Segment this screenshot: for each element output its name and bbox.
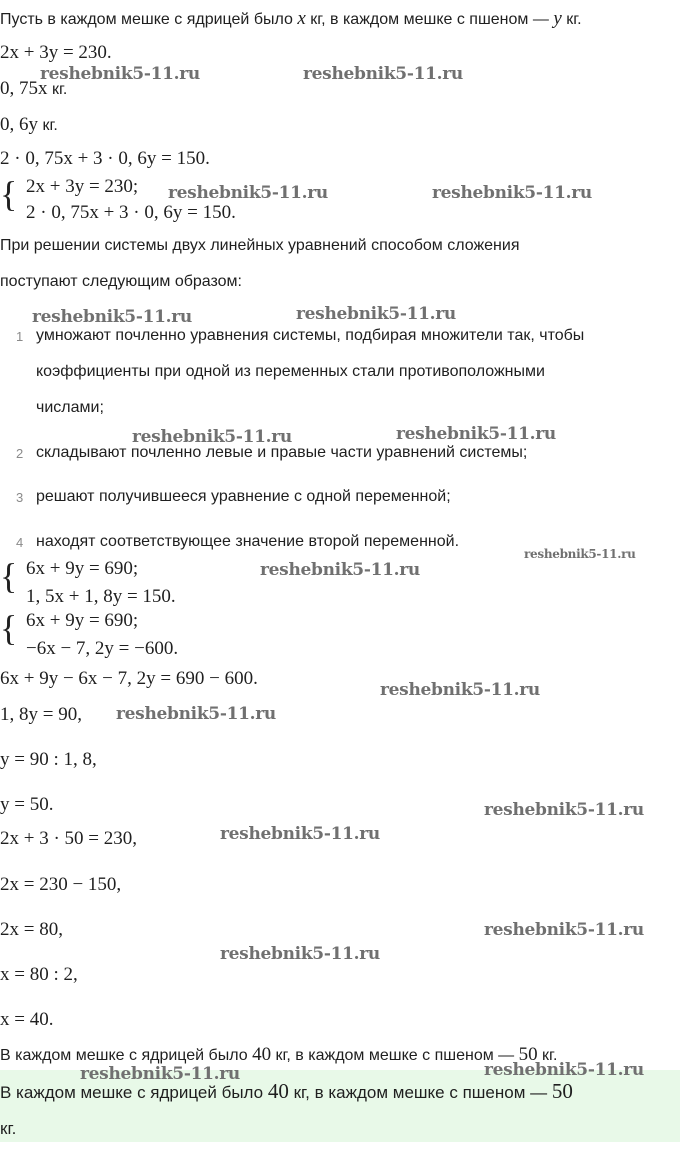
- watermark: reshebnik5-11.ru: [220, 944, 380, 964]
- equation-2: 2 · 0, 75x + 3 · 0, 6y = 150.: [0, 148, 210, 169]
- answer-box-line-1: [0, 1080, 573, 1104]
- var-x: x: [297, 8, 306, 29]
- step-number: 1: [16, 329, 24, 344]
- brace-icon: {: [0, 556, 18, 596]
- calc-line-4: y = 50.: [0, 794, 54, 815]
- answer-number-1: 40: [252, 1044, 272, 1065]
- calc-line-5: 2x + 3 · 50 = 230,: [0, 828, 138, 849]
- watermark: reshebnik5-11.ru: [116, 704, 276, 724]
- answer-box-line-2: кг.: [0, 1119, 17, 1138]
- system-2-line-1: 6x + 9y = 690;: [26, 558, 139, 579]
- watermark: reshebnik5-11.ru: [396, 424, 556, 444]
- watermark: reshebnik5-11.ru: [380, 680, 540, 700]
- method-intro-2: поступают следующим образом:: [0, 273, 242, 290]
- watermark: reshebnik5-11.ru: [484, 800, 644, 820]
- intro-text-end: кг.: [561, 11, 582, 28]
- calc-line-9: x = 40.: [0, 1009, 54, 1030]
- value-06y-line: [0, 114, 58, 137]
- calc-line-6: 2x = 230 − 150,: [0, 874, 122, 895]
- intro-text: Пусть в каждом мешке с ядрицей было: [0, 11, 298, 28]
- answer-number-2: 50: [518, 1044, 538, 1065]
- answer-box-text: кг, в каждом мешке с пшеном —: [288, 1083, 552, 1102]
- watermark: reshebnik5-11.ru: [32, 307, 192, 327]
- value-06y: 0, 6y: [0, 114, 38, 135]
- watermark: reshebnik5-11.ru: [260, 560, 420, 580]
- step-1-line-2: коэффициенты при одной из переменных стали противоположными: [36, 363, 545, 380]
- step-2-line-1: складывают почленно левые и правые части уравнений системы;: [36, 444, 528, 461]
- calc-line-8: x = 80 : 2,: [0, 964, 78, 985]
- watermark: reshebnik5-11.ru: [80, 1064, 240, 1084]
- answer-box-number-1: 40: [267, 1079, 289, 1103]
- answer-line: [0, 1044, 557, 1067]
- watermark: reshebnik5-11.ru: [132, 427, 292, 447]
- step-4-line-1: находят соответствующее значение второй переменной.: [36, 533, 460, 550]
- method-intro-1: При решении системы двух линейных уравнений способом сложения: [0, 237, 520, 254]
- system-1-line-2: 2 · 0, 75x + 3 · 0, 6y = 150.: [26, 202, 236, 223]
- brace-icon: {: [0, 608, 18, 648]
- answer-highlight-box: [0, 1070, 680, 1142]
- calc-line-2: 1, 8y = 90,: [0, 704, 82, 725]
- brace-icon: {: [0, 174, 18, 214]
- step-number: 2: [16, 446, 24, 461]
- system-2-line-2: 1, 5x + 1, 8y = 150.: [26, 586, 176, 607]
- equation-1: 2x + 3y = 230.: [0, 42, 112, 63]
- system-3-line-2: −6x − 7, 2y = −600.: [26, 638, 179, 659]
- step-1-line-3: числами;: [36, 399, 104, 416]
- value-075x: 0, 75x: [0, 78, 48, 99]
- answer-box-number-2: 50: [551, 1079, 573, 1103]
- system-3-line-1: 6x + 9y = 690;: [26, 610, 139, 631]
- watermark: reshebnik5-11.ru: [168, 183, 328, 203]
- watermark: reshebnik5-11.ru: [432, 183, 592, 203]
- system-1-line-1: 2x + 3y = 230;: [26, 176, 139, 197]
- calc-line-1: 6x + 9y − 6x − 7, 2y = 690 − 600.: [0, 668, 258, 689]
- step-1-line-1: умножают почленно уравнения системы, подбирая множители так, чтобы: [36, 327, 585, 344]
- unit-kg: кг.: [42, 117, 58, 134]
- answer-box-text: В каждом мешке с ядрицей было: [0, 1083, 268, 1102]
- value-075x-line: [0, 78, 67, 101]
- watermark: reshebnik5-11.ru: [303, 64, 463, 84]
- intro-line: [0, 8, 582, 31]
- answer-text: кг, в каждом мешке с пшеном —: [271, 1047, 519, 1064]
- watermark: reshebnik5-11.ru: [524, 547, 636, 561]
- step-number: 3: [16, 490, 24, 505]
- calc-line-3: y = 90 : 1, 8,: [0, 749, 97, 770]
- watermark: reshebnik5-11.ru: [220, 824, 380, 844]
- watermark: reshebnik5-11.ru: [40, 64, 200, 84]
- unit-kg: кг.: [51, 81, 68, 98]
- answer-text: кг.: [537, 1047, 558, 1064]
- intro-text-mid: кг, в каждом мешке с пшеном —: [305, 11, 554, 28]
- watermark: reshebnik5-11.ru: [296, 304, 456, 324]
- var-y: y: [553, 8, 562, 29]
- step-3-line-1: решают получившееся уравнение с одной переменной;: [36, 488, 451, 505]
- calc-line-7: 2x = 80,: [0, 919, 63, 940]
- watermark: reshebnik5-11.ru: [484, 1060, 644, 1080]
- step-number: 4: [16, 535, 24, 550]
- watermark: reshebnik5-11.ru: [484, 920, 644, 940]
- answer-text: В каждом мешке с ядрицей было: [0, 1047, 253, 1064]
